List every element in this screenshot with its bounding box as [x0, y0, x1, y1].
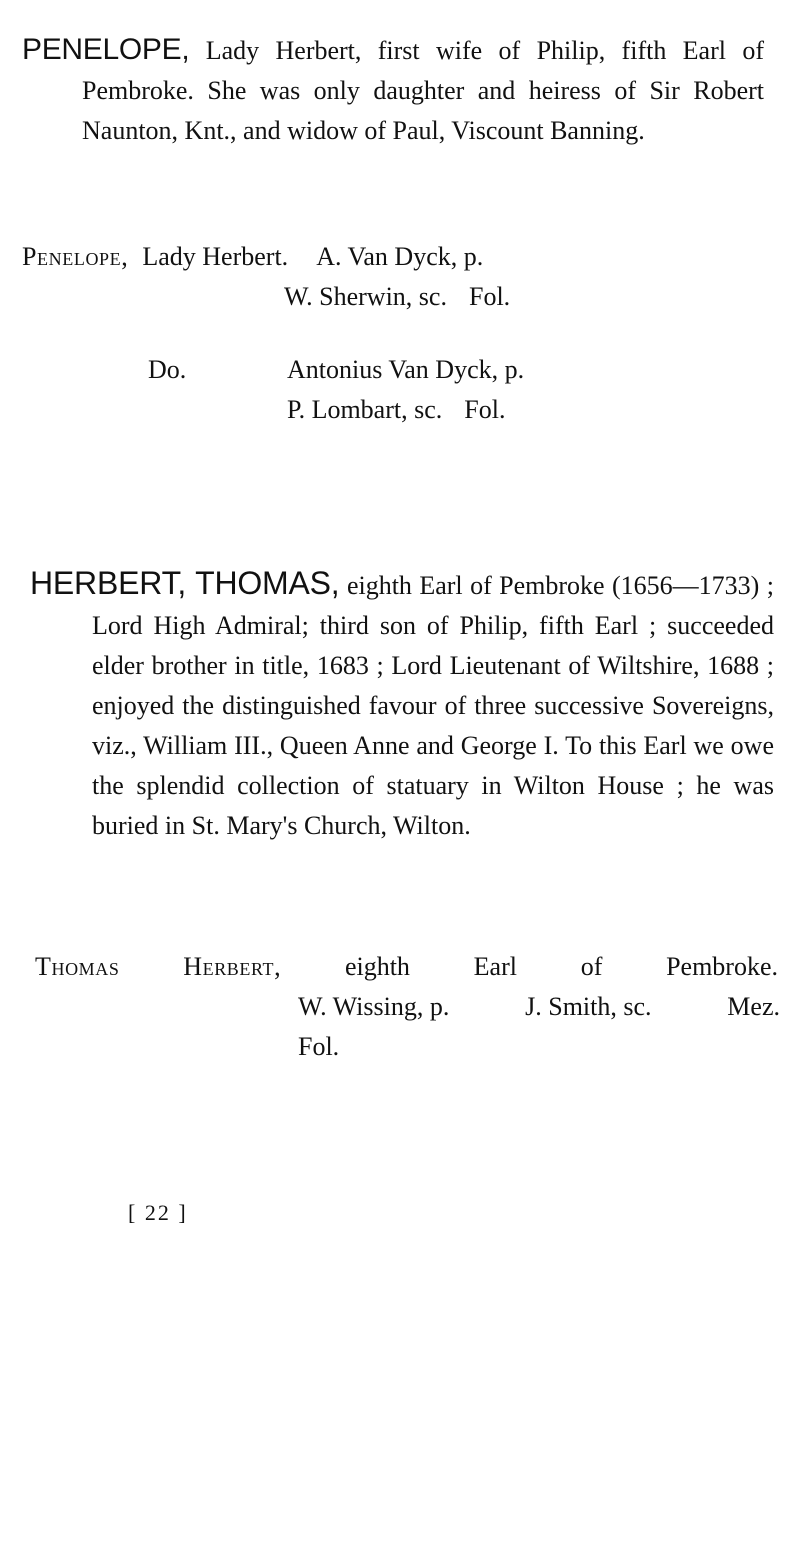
herbert-portrait-surname: Herbert, — [183, 952, 282, 981]
penelope-name-heading: PENELOPE, — [22, 33, 190, 66]
herbert-portrait-size: Fol. — [298, 1032, 340, 1061]
penelope-portrait-1-line-2 — [284, 277, 510, 317]
penelope-portrait-2-ditto — [148, 350, 186, 390]
penelope-portrait-2-painter: Antonius Van Dyck, p. — [287, 355, 525, 384]
penelope-portrait-sitter: Penelope, — [22, 242, 129, 271]
herbert-portrait-word-earl: Earl — [473, 952, 517, 981]
penelope-portrait-1-line-1 — [22, 237, 483, 277]
ditto-mark: Do. — [148, 355, 187, 384]
herbert-portrait-medium: Mez. — [727, 992, 780, 1021]
penelope-portrait-1-painter: A. Van Dyck, p. — [316, 242, 484, 271]
herbert-portrait-word-title: Pembroke. — [666, 952, 778, 981]
herbert-biography-text: eighth Earl of Pembroke (1656—1733) ; Lord High Admiral; third son of Philip, fifth Earl ; succeeded elder brother in title, 1683 ; Lord Lieutenant of Wiltshire, 1688 ; enjoyed the distinguished favour of three successive Sovereigns, viz., William III., Queen Anne and George I. To this Earl we owe the splendid collection of statuary in Wilton House ; he was buried in St. Mary's Church, Wilton. — [92, 571, 774, 840]
herbert-portrait-engraver: J. Smith, sc. — [525, 992, 652, 1021]
penelope-portrait-1-engraver: W. Sherwin, sc. — [284, 282, 447, 311]
herbert-portrait-line-3 — [298, 1027, 780, 1067]
penelope-portrait-2-line-1 — [287, 350, 524, 390]
penelope-portrait-title: Lady Herbert. — [142, 242, 289, 271]
herbert-portrait-word-ordinal: eighth — [344, 952, 410, 981]
penelope-portrait-2-size: Fol. — [464, 395, 506, 424]
penelope-biography-text: Lady Herbert, first wife of Philip, fifth Earl of Pembroke. She was only daughter and heiress of Sir Robert Naunton, Knt., and widow of Paul, Viscount Banning. — [82, 36, 764, 145]
penelope-biography — [22, 30, 764, 151]
herbert-portrait-painter: W. Wissing, p. — [298, 992, 450, 1021]
herbert-portrait-word-of: of — [580, 952, 603, 981]
penelope-portrait-2-engraver: P. Lombart, sc. — [287, 395, 443, 424]
herbert-portrait-first-name: Thomas — [35, 952, 120, 981]
herbert-biography — [30, 563, 774, 846]
penelope-portrait-1-size: Fol. — [468, 282, 511, 311]
herbert-portrait-line-2 — [298, 987, 780, 1027]
herbert-name-heading: HERBERT, THOMAS, — [30, 565, 340, 601]
herbert-portrait-line-1 — [35, 947, 778, 987]
page-number: [ 22 ] — [128, 1200, 188, 1225]
penelope-portrait-2-line-2 — [287, 390, 505, 430]
